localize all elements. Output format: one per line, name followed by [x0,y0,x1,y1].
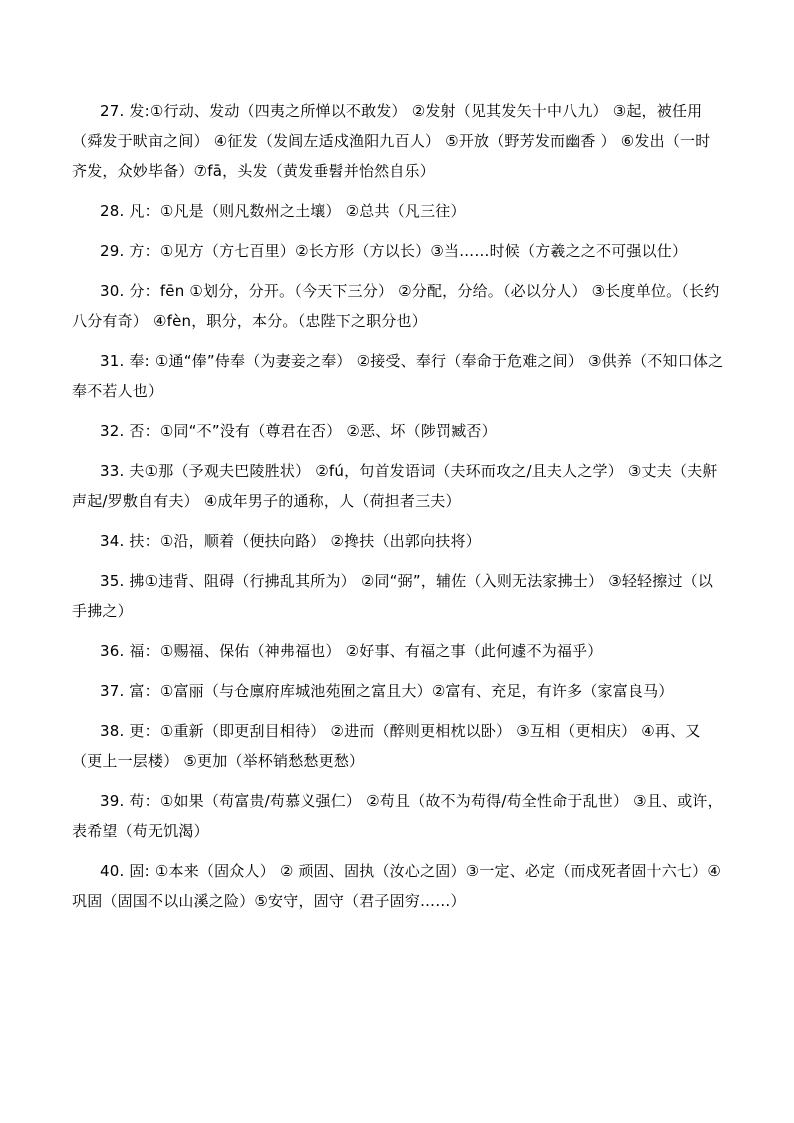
entry-38: 38. 更：①重新（即更刮目相待） ②进而（醉则更相枕以卧） ③互相（更相庆） ④再、又（更上一层楼） ⑤更加（举杯销愁愁更愁） [72,722,701,770]
entry-35: 35. 拂①违背、阻碍（行拂乱其所为） ②同“弼”，辅佐（入则无法家拂士） ③轻轻擦过（以手拂之） [72,572,714,620]
entry-36: 36. 福：①赐福、保佑（神弗福也） ②好事、有福之事（此何遽不为福乎） [100,642,603,660]
entry-27: 27. 发:①行动、发动（四夷之所惮以不敢发） ②发射（见其发矢十中八九） ③起，被任用（舜发于畎亩之间） ④征发（发闾左适戍渔阳九百人） ⑤开放（野芳发而幽香 ） ⑥发出（一时齐发，众妙毕备）⑦fā，头发（黄发垂髫并怡然自乐） [72,102,711,180]
entry-40: 40. 固: ①本来（固众人） ② 顽固、固执（汝心之固）③一定、必定（而戍死者固十六七）④巩固（固国不以山溪之险）⑤安守，固守（君子固穷……） [72,862,721,910]
entry-39: 39. 苟：①如果（苟富贵/苟慕义强仁） ②苟且（故不为苟得/苟全性命于乱世） ③且、或许，表希望（苟无饥渴） [72,792,723,840]
entry-34: 34. 扶：①沿，顺着（便扶向路） ②搀扶（出郭向扶将） [100,532,481,550]
entry-32: 32. 否：①同“不”没有（尊君在否） ②恶、坏（陟罚臧否） [100,422,497,440]
entry-33: 33. 夫①那（予观夫巴陵胜状） ②fú，句首发语词（夫环而攻之/且夫人之学） ③丈夫（夫鼾声起/罗敷自有夫） ④成年男子的通称，人（荷担者三夫） [72,462,718,510]
entry-37: 37. 富：①富丽（与仓廪府库城池苑囿之富且大）②富有、充足，有许多（家富良马） [100,682,674,700]
entry-28: 28. 凡：①凡是（则凡数州之土壤） ②总共（凡三往） [100,202,466,220]
document-body [72,96,724,926]
entry-29: 29. 方：①见方（方七百里）②长方形（方以长）③当……时候（方羲之之不可强以仕） [100,242,688,260]
entry-31: 31. 奉: ①通“俸”侍奉（为妻妾之奉） ②接受、奉行（奉命于危难之间） ③供养（不知口体之奉不若人也） [72,352,724,400]
entry-30: 30. 分：fēn ①划分，分开。（今天下三分） ②分配，分给。（必以分人） ③长度单位。（长约八分有奇） ④fèn，职分，本分。（忠陛下之职分也） [72,282,720,330]
